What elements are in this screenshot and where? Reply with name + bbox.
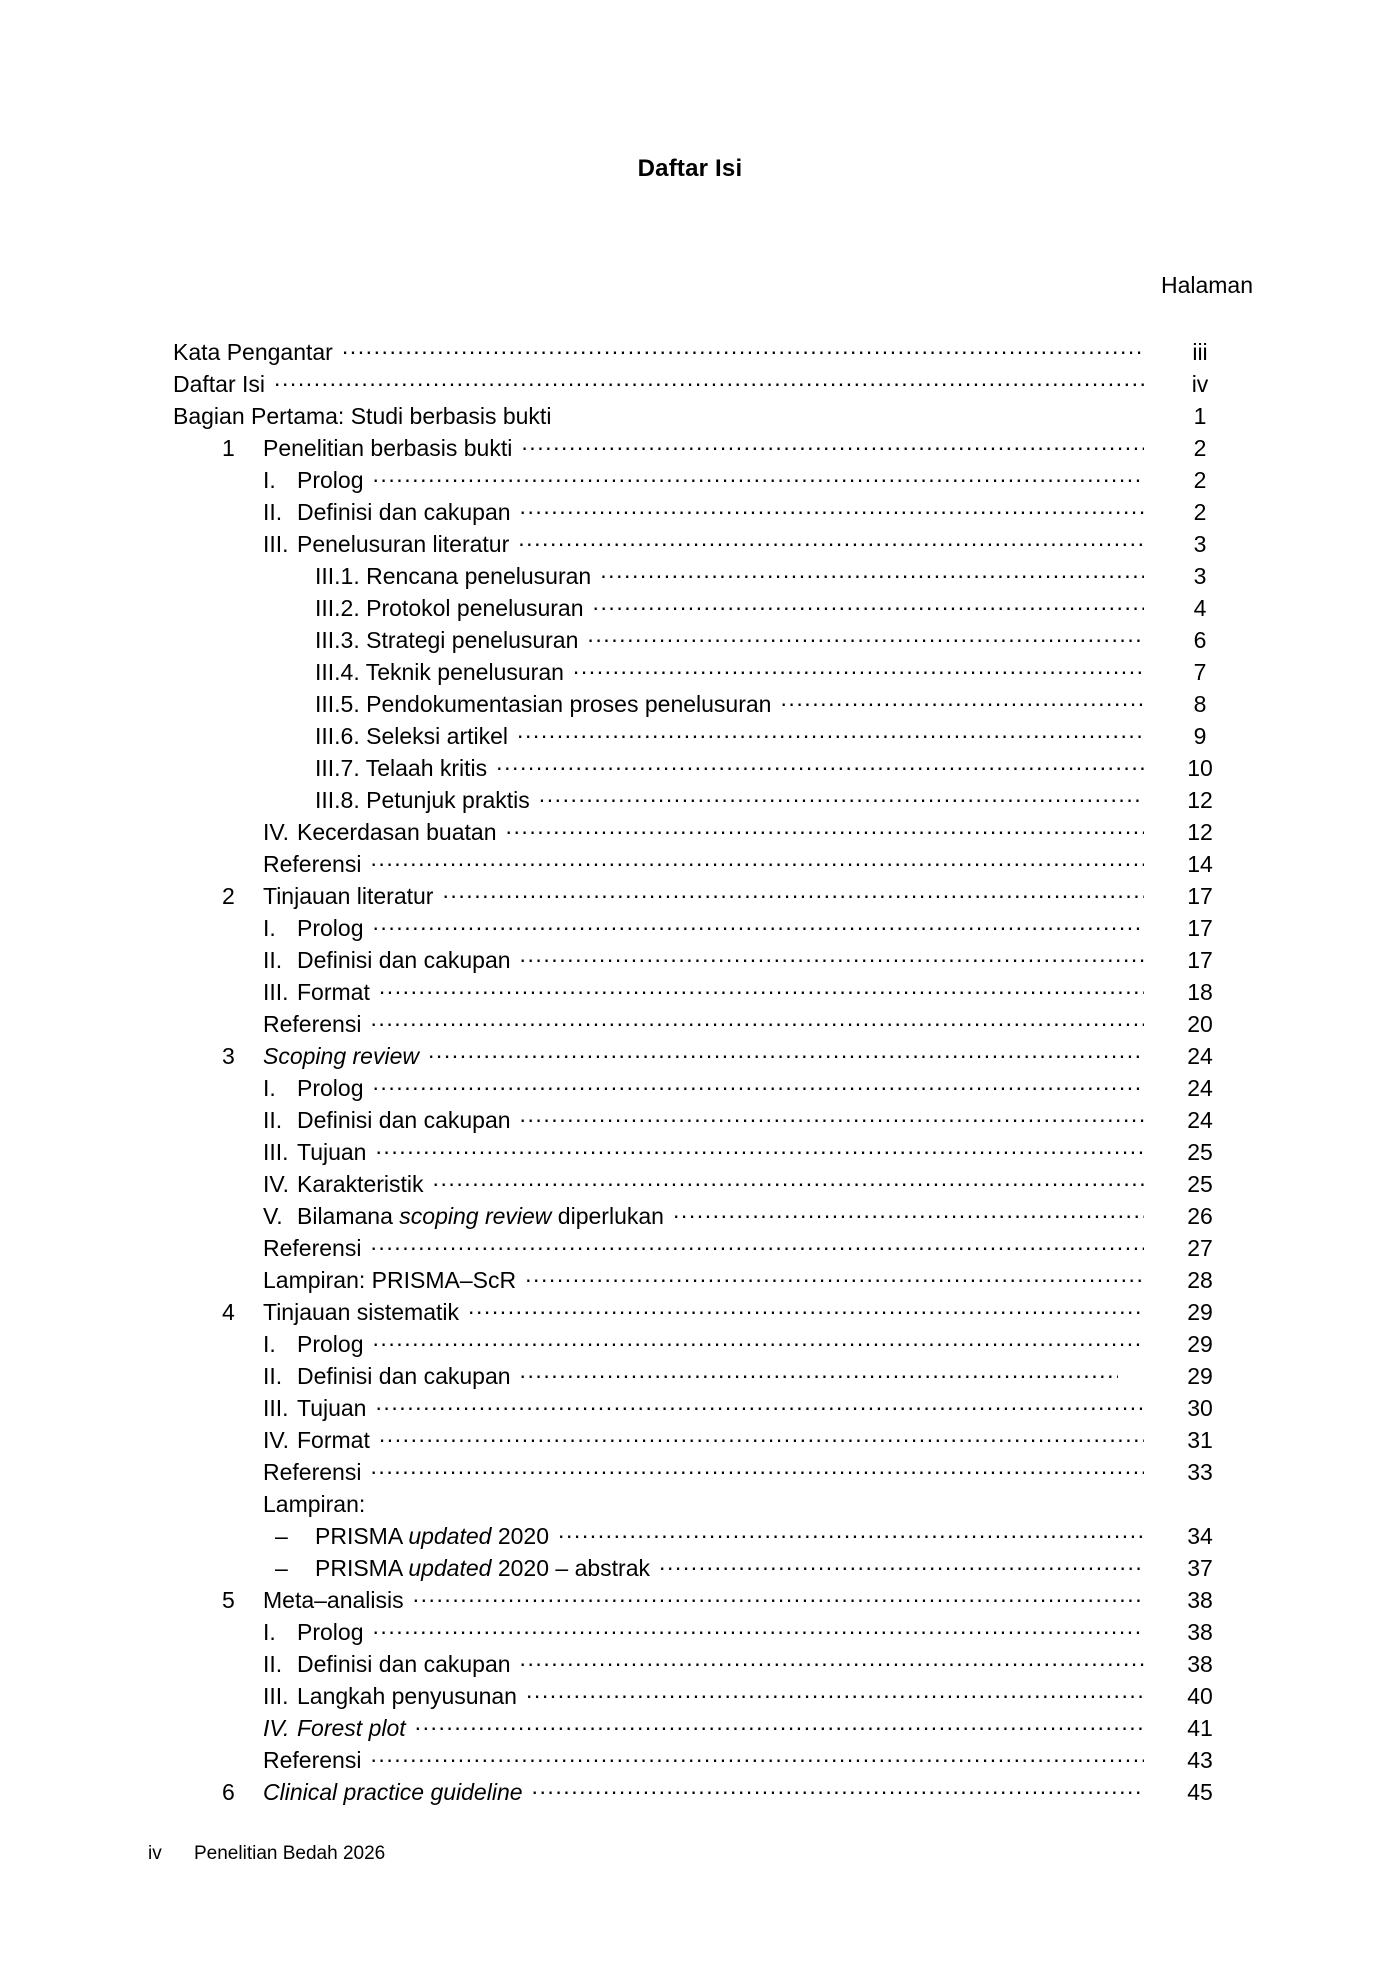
- toc-entry-page-number: 17: [1187, 915, 1213, 941]
- page-title: Daftar Isi: [637, 155, 743, 182]
- toc-entry-page-number: 40: [1187, 1683, 1213, 1709]
- toc-dot-leader: [375, 1393, 1144, 1416]
- toc-entry-label: Prolog: [297, 1075, 364, 1101]
- toc-entry[interactable]: [173, 433, 1248, 465]
- toc-entry[interactable]: [173, 1585, 1248, 1617]
- toc-entry-label: Lampiran:: [263, 1491, 366, 1517]
- toc-entry-label: Format: [297, 979, 370, 1005]
- toc-dot-leader: [372, 913, 1144, 936]
- toc-entry-label: Tinjauan literatur: [263, 883, 434, 909]
- toc-dot-leader: [442, 881, 1144, 904]
- toc-dot-leader: [587, 625, 1144, 648]
- toc-entry-page-number: 14: [1187, 851, 1213, 877]
- toc-entry[interactable]: [173, 369, 1248, 401]
- toc-entry[interactable]: [173, 1169, 1248, 1201]
- toc-entry-label: Format: [297, 1427, 370, 1453]
- toc-entry-label-part: Bilamana: [297, 1203, 400, 1229]
- toc-entry-page-number: 29: [1187, 1363, 1213, 1389]
- toc-entry[interactable]: [173, 1009, 1248, 1041]
- toc-dot-leader: [539, 785, 1144, 808]
- toc-entry-label: Referensi: [263, 1459, 362, 1485]
- toc-entry[interactable]: [173, 1233, 1248, 1265]
- toc-dot-leader: [517, 721, 1144, 744]
- toc-entry-page-number: 12: [1187, 787, 1213, 813]
- toc-entry-page-number: 43: [1187, 1747, 1213, 1773]
- toc-entry-page-number: 24: [1187, 1075, 1213, 1101]
- toc-entry-label: [297, 1203, 664, 1230]
- toc-entry-page-number: 25: [1187, 1171, 1213, 1197]
- toc-entry-page-number: 37: [1187, 1555, 1213, 1581]
- toc-entry-page-number: 28: [1187, 1267, 1213, 1293]
- toc-entry-page-number: 33: [1187, 1459, 1213, 1485]
- toc-dot-leader: [468, 1297, 1144, 1320]
- toc-entry-label-part: PRISMA: [315, 1523, 409, 1549]
- toc-entry-page-number: 1: [1193, 403, 1207, 429]
- toc-dot-leader: [342, 337, 1144, 360]
- toc-entry-marker: 3: [222, 1043, 235, 1069]
- toc-entry-label-part: updated: [408, 1523, 492, 1549]
- toc-entry-label-part: scoping review: [399, 1203, 552, 1229]
- toc-dot-leader: [558, 1521, 1144, 1544]
- toc-entry-page-number: 2: [1193, 467, 1207, 493]
- toc-entry[interactable]: [173, 1649, 1248, 1681]
- toc-entry[interactable]: [173, 753, 1248, 785]
- toc-entry-label: Referensi: [263, 851, 362, 877]
- toc-entry-label-part: diperlukan: [551, 1203, 664, 1229]
- toc-entry-page-number: 2: [1193, 499, 1207, 525]
- toc-entry-label: Clinical practice guideline: [263, 1779, 523, 1805]
- toc-dot-leader: [370, 1745, 1144, 1768]
- toc-entry-page-number: 38: [1187, 1619, 1213, 1645]
- toc-entry[interactable]: [173, 1745, 1248, 1777]
- toc-entry-page-number: 9: [1193, 723, 1207, 749]
- toc-entry[interactable]: [173, 1713, 1248, 1745]
- toc-entry-label: Bagian Pertama: Studi berbasis bukti: [173, 403, 552, 429]
- toc-entry-page-number: 34: [1187, 1523, 1213, 1549]
- toc-entry-marker: III.: [263, 1139, 289, 1165]
- toc-dot-leader: [415, 1713, 1144, 1736]
- toc-entry-marker: II.: [263, 1107, 283, 1133]
- toc-entry-label: Kata Pengantar: [173, 339, 333, 365]
- toc-entry[interactable]: [173, 785, 1248, 817]
- toc-dot-leader: [274, 369, 1144, 392]
- toc-entry-marker: IV.: [263, 1427, 290, 1453]
- toc-entry[interactable]: [173, 1777, 1248, 1809]
- toc-entry[interactable]: [173, 817, 1248, 849]
- toc-entry-marker: IV.: [263, 1715, 290, 1741]
- toc-entry-page-number: 24: [1187, 1043, 1213, 1069]
- toc-entry-label: Tujuan: [297, 1395, 367, 1421]
- toc-dot-leader: [370, 849, 1144, 872]
- toc-entry[interactable]: [173, 1329, 1248, 1361]
- toc-entry-page-number: 25: [1187, 1139, 1213, 1165]
- toc-entry-label: Forest plot: [297, 1715, 406, 1741]
- toc-entry-label: Referensi: [263, 1747, 362, 1773]
- toc-dot-leader: [433, 1169, 1144, 1192]
- toc-dot-leader: [506, 817, 1145, 840]
- toc-entry-page-number: 2: [1193, 435, 1207, 461]
- toc-dot-leader: [413, 1585, 1144, 1608]
- toc-entry-marker: III.: [263, 1395, 289, 1421]
- toc-dot-leader: [518, 529, 1144, 552]
- toc-entry-marker: II.: [263, 499, 283, 525]
- toc-dot-leader: [379, 977, 1144, 1000]
- toc-entry-label: III.4. Teknik penelusuran: [315, 659, 564, 685]
- toc-entry-label: Prolog: [297, 915, 364, 941]
- toc-entry[interactable]: [173, 1361, 1248, 1393]
- toc-entry-page-number: iv: [1191, 371, 1209, 397]
- toc-dot-leader: [780, 689, 1144, 712]
- toc-entry-label: Scoping review: [263, 1043, 419, 1069]
- toc-entry-marker: 1: [222, 435, 235, 461]
- toc-entry-page-number: 20: [1187, 1011, 1213, 1037]
- toc-entry[interactable]: [173, 1041, 1248, 1073]
- toc-entry-marker: 2: [222, 883, 235, 909]
- toc-entry[interactable]: [173, 1073, 1248, 1105]
- toc-dot-leader: [496, 753, 1144, 776]
- toc-dot-leader: [372, 1617, 1144, 1640]
- toc-entry[interactable]: [173, 1265, 1248, 1297]
- toc-dot-leader: [520, 1361, 1118, 1384]
- toc-dot-leader: [370, 1009, 1144, 1032]
- toc-dot-leader: [521, 433, 1144, 456]
- toc-entry-label: III.7. Telaah kritis: [315, 755, 488, 781]
- toc-dot-leader: [372, 465, 1144, 488]
- toc-entry-label: Referensi: [263, 1011, 362, 1037]
- toc-dot-leader: [659, 1553, 1144, 1576]
- toc-entry-label: Definisi dan cakupan: [297, 1107, 511, 1133]
- toc-entry-label-part: 2020: [491, 1523, 550, 1549]
- page-footer: [148, 1843, 385, 1865]
- toc-entry[interactable]: [173, 689, 1248, 721]
- toc-entry-label: III.3. Strategi penelusuran: [315, 627, 579, 653]
- toc-entry-label: Prolog: [297, 1619, 364, 1645]
- toc-dot-leader: [520, 945, 1144, 968]
- toc-entry[interactable]: [173, 1137, 1248, 1169]
- toc-entry-label: Definisi dan cakupan: [297, 499, 511, 525]
- toc-entry-label: Prolog: [297, 467, 364, 493]
- toc-entry-label: Penelitian berbasis bukti: [263, 435, 513, 461]
- toc-entry[interactable]: [173, 657, 1248, 689]
- toc-entry[interactable]: [173, 881, 1248, 913]
- toc-entry-page-number: 38: [1187, 1651, 1213, 1677]
- toc-entry-page-number: 24: [1187, 1107, 1213, 1133]
- toc-entry-label: III.2. Protokol penelusuran: [315, 595, 584, 621]
- toc-entry-label: Tinjauan sistematik: [263, 1299, 460, 1325]
- toc-entry-label: Langkah penyusunan: [297, 1683, 517, 1709]
- toc-entry[interactable]: [173, 529, 1248, 561]
- toc-entry-page-number: 8: [1193, 691, 1207, 717]
- toc-entry[interactable]: [173, 945, 1248, 977]
- toc-dot-leader: [520, 1649, 1144, 1672]
- toc-entry-marker: V.: [263, 1203, 283, 1229]
- toc-entry-page-number: 38: [1187, 1587, 1213, 1613]
- toc-entry-label: Lampiran: PRISMA–ScR: [263, 1267, 517, 1293]
- toc-entry[interactable]: [173, 497, 1248, 529]
- toc-entry-label: Tujuan: [297, 1139, 367, 1165]
- toc-dot-leader: [520, 497, 1144, 520]
- toc-entry-marker: –: [275, 1555, 288, 1581]
- toc-entry[interactable]: [173, 337, 1248, 369]
- toc-entry-marker: II.: [263, 1363, 283, 1389]
- toc-entry-marker: III.: [263, 531, 289, 557]
- toc-entry[interactable]: [173, 1489, 1248, 1521]
- toc-entry-marker: 6: [222, 1779, 235, 1805]
- toc-entry-marker: III.: [263, 1683, 289, 1709]
- toc-entry[interactable]: [173, 401, 1248, 433]
- toc-entry-label: Referensi: [263, 1235, 362, 1261]
- toc-dot-leader: [593, 593, 1145, 616]
- toc-entry-page-number: 12: [1187, 819, 1213, 845]
- toc-entry-marker: II.: [263, 947, 283, 973]
- toc-entry-label: Definisi dan cakupan: [297, 947, 511, 973]
- toc-entry[interactable]: [173, 1105, 1248, 1137]
- toc-dot-leader: [600, 561, 1144, 584]
- toc-dot-leader: [375, 1137, 1144, 1160]
- toc-entry[interactable]: [173, 1425, 1248, 1457]
- toc-dot-leader: [526, 1681, 1144, 1704]
- footer-book-title: Penelitian Bedah 2026: [194, 1843, 386, 1864]
- toc-entry-page-number: 45: [1187, 1779, 1213, 1805]
- toc-entry-marker: II.: [263, 1651, 283, 1677]
- toc-entry[interactable]: [173, 1617, 1248, 1649]
- toc-entry-marker: I.: [263, 1619, 276, 1645]
- toc-entry-label: III.1. Rencana penelusuran: [315, 563, 592, 589]
- toc-entry-marker: 4: [222, 1299, 235, 1325]
- toc-dot-leader: [573, 657, 1144, 680]
- toc-entry-marker: 5: [222, 1587, 235, 1613]
- toc-entry-page-number: 29: [1187, 1331, 1213, 1357]
- toc-entry[interactable]: [173, 977, 1248, 1009]
- toc-entry-label: Meta–analisis: [263, 1587, 404, 1613]
- toc-entry-label-part: updated: [408, 1555, 492, 1581]
- toc-entry-page-number: 26: [1187, 1203, 1213, 1229]
- toc-entry-marker: I.: [263, 915, 276, 941]
- toc-entry-marker: –: [275, 1523, 288, 1549]
- toc-entry-label: Karakteristik: [297, 1171, 424, 1197]
- toc-entry-label-part: PRISMA: [315, 1555, 409, 1581]
- toc-entry-page-number: 29: [1187, 1299, 1213, 1325]
- toc-entry-label: III.8. Petunjuk praktis: [315, 787, 530, 813]
- toc-dot-leader: [372, 1073, 1144, 1096]
- toc-entry[interactable]: [173, 721, 1248, 753]
- toc-entry-page-number: 4: [1193, 595, 1207, 621]
- toc-entry[interactable]: [173, 1521, 1248, 1553]
- toc-entry-label: Definisi dan cakupan: [297, 1363, 511, 1389]
- toc-entry-label: III.6. Seleksi artikel: [315, 723, 509, 749]
- toc-entry[interactable]: [173, 1297, 1248, 1329]
- toc-entry[interactable]: [173, 1201, 1248, 1233]
- toc-dot-leader: [379, 1425, 1144, 1448]
- toc-entry-marker: IV.: [263, 819, 290, 845]
- toc-entry-label: Prolog: [297, 1331, 364, 1357]
- toc-entry-marker: IV.: [263, 1171, 290, 1197]
- toc-entry-label: Definisi dan cakupan: [297, 1651, 511, 1677]
- toc-list: [173, 337, 1248, 1809]
- toc-entry-page-number: iii: [1192, 339, 1208, 365]
- page-column-heading: Halaman: [1160, 272, 1253, 298]
- toc-entry-marker: III.: [263, 979, 289, 1005]
- toc-entry[interactable]: [173, 1553, 1248, 1585]
- toc-entry-page-number: 7: [1193, 659, 1207, 685]
- footer-page-number: iv: [148, 1843, 162, 1864]
- toc-dot-leader: [370, 1233, 1144, 1256]
- toc-dot-leader: [374, 1489, 1144, 1512]
- toc-entry[interactable]: [173, 1457, 1248, 1489]
- toc-entry-label: [315, 1555, 650, 1582]
- toc-entry-label: [315, 1523, 549, 1550]
- toc-entry-page-number: 18: [1187, 979, 1213, 1005]
- toc-entry-page-number: 17: [1187, 883, 1213, 909]
- toc-entry[interactable]: [173, 913, 1248, 945]
- toc-entry[interactable]: [173, 561, 1248, 593]
- toc-entry[interactable]: [173, 593, 1248, 625]
- toc-entry-page-number: 3: [1193, 563, 1207, 589]
- toc-entry[interactable]: [173, 849, 1248, 881]
- toc-entry-page-number: 6: [1193, 627, 1207, 653]
- toc-dot-leader: [525, 1265, 1144, 1288]
- toc-entry-label: III.5. Pendokumentasian proses penelusuran: [315, 691, 772, 717]
- toc-entry-page-number: 41: [1187, 1715, 1213, 1741]
- toc-entry[interactable]: [173, 1393, 1248, 1425]
- toc-dot-leader: [370, 1457, 1144, 1480]
- toc-entry-label: Kecerdasan buatan: [297, 819, 497, 845]
- toc-entry-page-number: 10: [1187, 755, 1213, 781]
- toc-entry-page-number: 27: [1187, 1235, 1213, 1261]
- toc-dot-leader: [560, 401, 1144, 424]
- toc-entry-marker: I.: [263, 1331, 276, 1357]
- toc-entry-marker: I.: [263, 1075, 276, 1101]
- toc-dot-leader: [532, 1777, 1144, 1800]
- toc-entry[interactable]: [173, 625, 1248, 657]
- toc-entry-page-number: 17: [1187, 947, 1213, 973]
- toc-entry-page-number: 31: [1187, 1427, 1213, 1453]
- toc-entry-label: Daftar Isi: [173, 371, 266, 397]
- toc-entry[interactable]: [173, 1681, 1248, 1713]
- toc-entry-page-number: 3: [1193, 531, 1207, 557]
- toc-entry-marker: I.: [263, 467, 276, 493]
- toc-dot-leader: [673, 1201, 1144, 1224]
- toc-dot-leader: [372, 1329, 1144, 1352]
- toc-dot-leader: [520, 1105, 1144, 1128]
- toc-entry-label-part: 2020 – abstrak: [491, 1555, 651, 1581]
- toc-entry-label: Penelusuran literatur: [297, 531, 510, 557]
- toc-entry-page-number: 30: [1187, 1395, 1213, 1421]
- toc-entry[interactable]: [173, 465, 1248, 497]
- toc-dot-leader: [428, 1041, 1144, 1064]
